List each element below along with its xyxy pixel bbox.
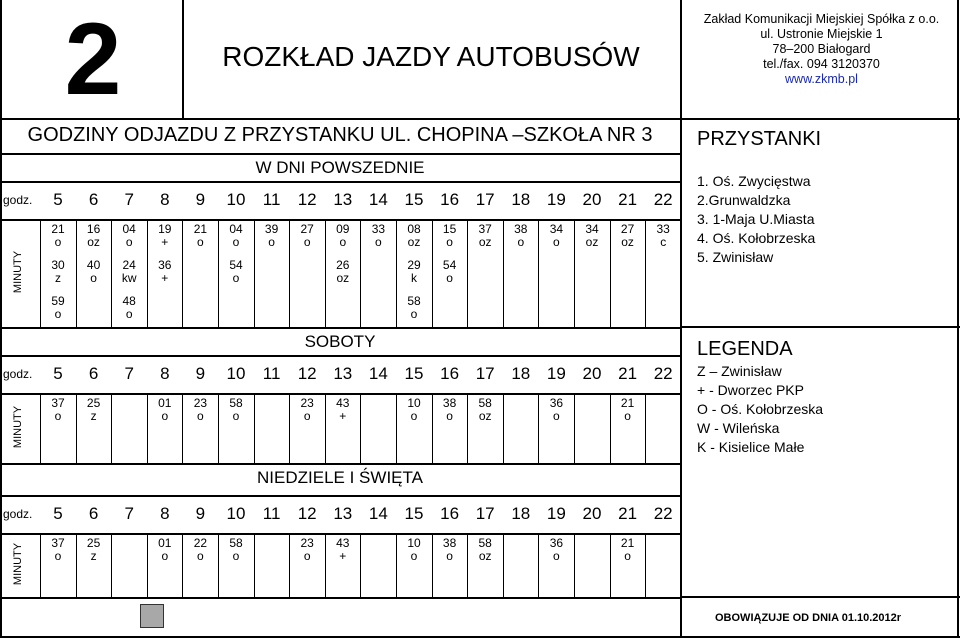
departure-minute: 38 [514, 222, 528, 236]
departure-variant: z [55, 271, 61, 285]
hour-22: 22 [653, 190, 673, 209]
hour-6: 6 [88, 364, 99, 383]
departure-variant: oz [336, 271, 350, 285]
departure-variant: o [90, 271, 97, 285]
departure-minute: 58 [478, 536, 492, 550]
departure-cell [254, 223, 290, 249]
hour-17: 17 [475, 364, 495, 383]
weekdays-title: W DNI POWSZEDNIE [255, 158, 425, 177]
departure-variant: o [125, 235, 133, 249]
legend-item: O - Oś. Kołobrzeska [697, 401, 824, 417]
hour-12: 12 [297, 504, 317, 523]
minutes-label: MINUTY [12, 250, 24, 294]
departure-minute: 34 [549, 222, 564, 236]
hour-18: 18 [511, 504, 531, 523]
hour-6: 6 [88, 190, 99, 209]
legend-title: LEGENDA [697, 338, 793, 360]
departure-cell [40, 537, 76, 563]
stop-item: 2.Grunwaldzka [697, 192, 791, 208]
departure-cell [40, 397, 76, 423]
departure-minute: 54 [442, 258, 457, 272]
hour-label: godz. [3, 507, 33, 521]
departure-cell [111, 259, 147, 285]
departure-minute: 33 [656, 222, 670, 236]
departure-variant: + [161, 271, 169, 285]
departure-minute: 21 [620, 536, 635, 550]
departure-cell [325, 397, 361, 423]
stops-title: PRZYSTANKI [697, 128, 822, 150]
departure-minute: 54 [229, 258, 243, 272]
departure-minute: 21 [51, 222, 65, 236]
departure-cell [76, 537, 112, 563]
departure-minute: 29 [407, 258, 421, 272]
departure-cell [325, 223, 361, 249]
hour-17: 17 [475, 190, 495, 209]
departure-cell [40, 295, 76, 321]
departure-minute: 23 [300, 396, 314, 410]
departure-minute: 19 [158, 222, 172, 236]
departure-variant: k [411, 271, 417, 285]
departure-cell [610, 537, 646, 563]
hour-6: 6 [88, 504, 99, 523]
hour-22: 22 [653, 364, 673, 383]
departure-minute: 38 [442, 396, 457, 410]
departure-variant: o [446, 549, 453, 563]
departure-variant: oz [621, 235, 634, 249]
departure-variant: o [339, 235, 347, 249]
departure-cell [147, 259, 183, 285]
legend-list [697, 362, 823, 457]
hour-21: 21 [618, 364, 638, 383]
departure-variant: o [54, 307, 62, 321]
departure-minute: 10 [407, 396, 421, 410]
departure-cell [182, 397, 218, 423]
departure-variant: o [303, 235, 311, 249]
departure-cell [432, 259, 468, 285]
departure-cell [289, 397, 325, 423]
minutes-label: MINUTY [12, 542, 24, 586]
departure-variant: + [339, 409, 347, 423]
hour-15: 15 [404, 190, 424, 209]
departure-cell [289, 223, 325, 249]
departure-minute: 36 [549, 396, 564, 410]
departure-minute: 34 [585, 222, 599, 236]
departure-minute: 25 [86, 396, 101, 410]
stop-item: 1. Oś. Zwycięstwa [697, 173, 811, 189]
stop-item: 3. 1-Maja U.Miasta [697, 211, 815, 227]
departure-cell [645, 223, 681, 249]
company-street: ul. Ustronie Miejskie 1 [760, 27, 883, 41]
departure-cell [467, 223, 503, 249]
departure-minute: 21 [620, 396, 635, 410]
stops-list [697, 172, 815, 267]
hour-8: 8 [160, 504, 170, 523]
departure-variant: o [303, 409, 311, 423]
departure-minute: 09 [336, 222, 350, 236]
departure-cell [111, 223, 147, 249]
departure-minute: 25 [86, 536, 101, 550]
departure-minute: 16 [86, 222, 101, 236]
hour-7: 7 [124, 504, 134, 523]
company-city: 78–200 Białogard [772, 42, 871, 56]
hour-8: 8 [160, 190, 170, 209]
hour-19: 19 [546, 190, 566, 209]
departure-cell [76, 259, 112, 285]
departure-minute: 58 [229, 396, 243, 410]
departure-cell [76, 223, 112, 249]
hour-5: 5 [53, 190, 63, 209]
legend-item: + - Dworzec PKP [697, 382, 804, 398]
departure-cell [147, 537, 183, 563]
departure-variant: z [90, 409, 97, 423]
departure-cell [325, 537, 361, 563]
departure-minute: 21 [193, 222, 208, 236]
hour-5: 5 [53, 364, 63, 383]
departure-minute: 40 [86, 258, 101, 272]
departure-cell [40, 259, 76, 285]
departure-variant: o [553, 549, 560, 563]
departure-variant: oz [478, 549, 492, 563]
departure-minute: 37 [51, 396, 65, 410]
page-title: ROZKŁAD JAZDY AUTOBUSÓW [222, 41, 640, 72]
departure-variant: + [339, 549, 347, 563]
hour-21: 21 [618, 504, 638, 523]
departure-variant: oz [478, 409, 492, 423]
hour-14: 14 [368, 190, 388, 209]
departure-variant: o [54, 549, 62, 563]
legend-item: W - Wileńska [697, 420, 780, 436]
hour-8: 8 [160, 364, 170, 383]
departure-cell [538, 397, 574, 423]
departure-cell [147, 223, 183, 249]
hour-10: 10 [226, 190, 246, 209]
stop-title: GODZINY ODJAZDU Z PRZYSTANKU UL. CHOPINA –SZKOŁA NR 3 [27, 124, 653, 146]
departure-minute: 36 [549, 536, 564, 550]
company-info [683, 0, 960, 118]
hour-17: 17 [475, 504, 495, 523]
departure-minute: 59 [51, 294, 65, 308]
departure-variant: o [553, 409, 560, 423]
validity-footer: OBOWIĄZUJE OD DNIA 01.10.2012r [715, 612, 902, 624]
hour-13: 13 [333, 504, 353, 523]
departure-variant: oz [87, 235, 100, 249]
departure-cell [147, 397, 183, 423]
hour-9: 9 [195, 364, 206, 383]
departure-cell [396, 259, 432, 285]
departure-minute: 36 [158, 258, 172, 272]
route-number: 2 [64, 1, 118, 116]
company-website-link[interactable]: www.zkmb.pl [785, 72, 858, 86]
departure-variant: o [446, 271, 453, 285]
departure-cell [218, 223, 254, 249]
departure-cell [325, 259, 361, 285]
minutes-label: MINUTY [12, 405, 24, 449]
company-name: Zakład Komunikacji Miejskiej Spółka z o.o. [703, 12, 940, 26]
departure-variant: o [197, 235, 204, 249]
departure-cell [182, 223, 218, 249]
hour-16: 16 [440, 364, 460, 383]
departure-variant: o [553, 235, 560, 249]
hour-label: godz. [3, 367, 33, 381]
departure-variant: o [54, 409, 62, 423]
departure-minute: 04 [122, 222, 136, 236]
departure-minute: 01 [158, 536, 172, 550]
departure-variant: z [90, 549, 97, 563]
hour-14: 14 [368, 364, 388, 383]
departure-variant: o [410, 307, 418, 321]
departure-cell [610, 397, 646, 423]
hour-10: 10 [226, 364, 246, 383]
hour-16: 16 [440, 190, 460, 209]
departure-minute: 58 [229, 536, 243, 550]
departure-cell [610, 223, 646, 249]
departure-minute: 43 [336, 396, 350, 410]
hour-11: 11 [262, 190, 281, 209]
departure-cell [396, 223, 432, 249]
departure-variant: o [268, 235, 275, 249]
gray-swatch [140, 604, 164, 628]
departure-variant: o [446, 409, 453, 423]
hour-9: 9 [195, 504, 206, 523]
hour-12: 12 [297, 364, 317, 383]
hour-label: godz. [3, 193, 33, 207]
departure-variant: o [232, 271, 240, 285]
departure-variant: o [303, 549, 311, 563]
hour-18: 18 [511, 364, 531, 383]
departure-variant: o [54, 235, 62, 249]
departure-variant: oz [585, 235, 599, 249]
departure-cell [396, 397, 432, 423]
departure-variant: o [375, 235, 382, 249]
departure-minute: 08 [407, 222, 421, 236]
departure-variant: o [197, 549, 204, 563]
departure-minute: 37 [51, 536, 65, 550]
hour-9: 9 [195, 190, 206, 209]
departure-cell [111, 295, 147, 321]
departure-cell [218, 537, 254, 563]
departure-variant: o [624, 409, 631, 423]
departure-cell [396, 295, 432, 321]
departure-cell [76, 397, 112, 423]
departure-cell [360, 223, 396, 249]
departure-cell [40, 223, 76, 249]
departure-minute: 38 [442, 536, 457, 550]
departure-variant: o [410, 409, 418, 423]
departure-minute: 58 [478, 396, 492, 410]
departure-minute: 48 [122, 294, 136, 308]
hour-21: 21 [618, 190, 638, 209]
hour-18: 18 [511, 190, 531, 209]
hour-15: 15 [404, 504, 424, 523]
company-phone: tel./fax. 094 3120370 [763, 57, 880, 71]
departure-cell [432, 537, 468, 563]
departure-minute: 24 [122, 258, 136, 272]
departure-minute: 04 [229, 222, 243, 236]
departure-cell [432, 223, 468, 249]
hour-7: 7 [124, 364, 134, 383]
departure-minute: 23 [193, 396, 208, 410]
departure-variant: oz [407, 235, 421, 249]
legend-item: Z – Zwinisław [697, 363, 782, 379]
hour-20: 20 [582, 364, 602, 383]
departure-variant: o [232, 549, 240, 563]
hour-11: 11 [262, 364, 281, 383]
departure-minute: 58 [407, 294, 421, 308]
departure-minute: 27 [620, 222, 635, 236]
departure-minute: 39 [264, 222, 279, 236]
departure-variant: c [660, 235, 667, 249]
hour-16: 16 [440, 504, 460, 523]
hour-5: 5 [53, 504, 63, 523]
saturdays-title: SOBOTY [304, 332, 376, 351]
sundays-title: NIEDZIELE I ŚWIĘTA [257, 468, 423, 487]
stop-item: 5. Zwinisław [697, 249, 774, 265]
departure-minute: 22 [193, 536, 208, 550]
departure-minute: 26 [336, 258, 350, 272]
departure-minute: 37 [478, 222, 492, 236]
departure-cell [538, 223, 574, 249]
departure-variant: o [410, 549, 418, 563]
departure-cell [574, 223, 610, 249]
departure-cell [467, 397, 503, 423]
departure-minute: 43 [336, 536, 350, 550]
departure-variant: o [197, 409, 204, 423]
departure-minute: 27 [300, 222, 314, 236]
departure-variant: o [161, 409, 169, 423]
departure-cell [538, 537, 574, 563]
departure-variant: kw [121, 271, 137, 285]
departure-variant: o [624, 549, 631, 563]
hour-20: 20 [582, 504, 602, 523]
departure-minute: 33 [371, 222, 386, 236]
hour-10: 10 [226, 504, 246, 523]
departure-variant: o [161, 549, 169, 563]
departure-minute: 30 [51, 258, 65, 272]
hour-14: 14 [368, 504, 388, 523]
hour-13: 13 [333, 364, 353, 383]
hour-19: 19 [546, 504, 566, 523]
departure-variant: oz [478, 235, 492, 249]
departure-variant: o [446, 235, 453, 249]
hour-20: 20 [582, 190, 602, 209]
departure-variant: o [517, 235, 525, 249]
hour-7: 7 [124, 190, 134, 209]
departure-minute: 23 [300, 536, 314, 550]
hour-13: 13 [333, 190, 353, 209]
departure-minute: 15 [442, 222, 457, 236]
departure-cell [467, 537, 503, 563]
departure-cell [218, 259, 254, 285]
departure-variant: + [161, 235, 169, 249]
hour-15: 15 [404, 364, 424, 383]
hour-12: 12 [297, 190, 317, 209]
departure-minute: 10 [407, 536, 421, 550]
hour-19: 19 [546, 364, 566, 383]
departure-cell [289, 537, 325, 563]
departure-cell [503, 223, 539, 249]
hour-11: 11 [262, 504, 281, 523]
departure-variant: o [232, 235, 240, 249]
hour-22: 22 [653, 504, 673, 523]
departure-variant: o [232, 409, 240, 423]
legend-item: K - Kisielice Małe [697, 439, 805, 455]
departure-variant: o [125, 307, 133, 321]
departure-cell [218, 397, 254, 423]
departure-minute: 01 [158, 396, 172, 410]
departure-cell [182, 537, 218, 563]
stop-item: 4. Oś. Kołobrzeska [697, 230, 816, 246]
departure-cell [432, 397, 468, 423]
departure-cell [396, 537, 432, 563]
